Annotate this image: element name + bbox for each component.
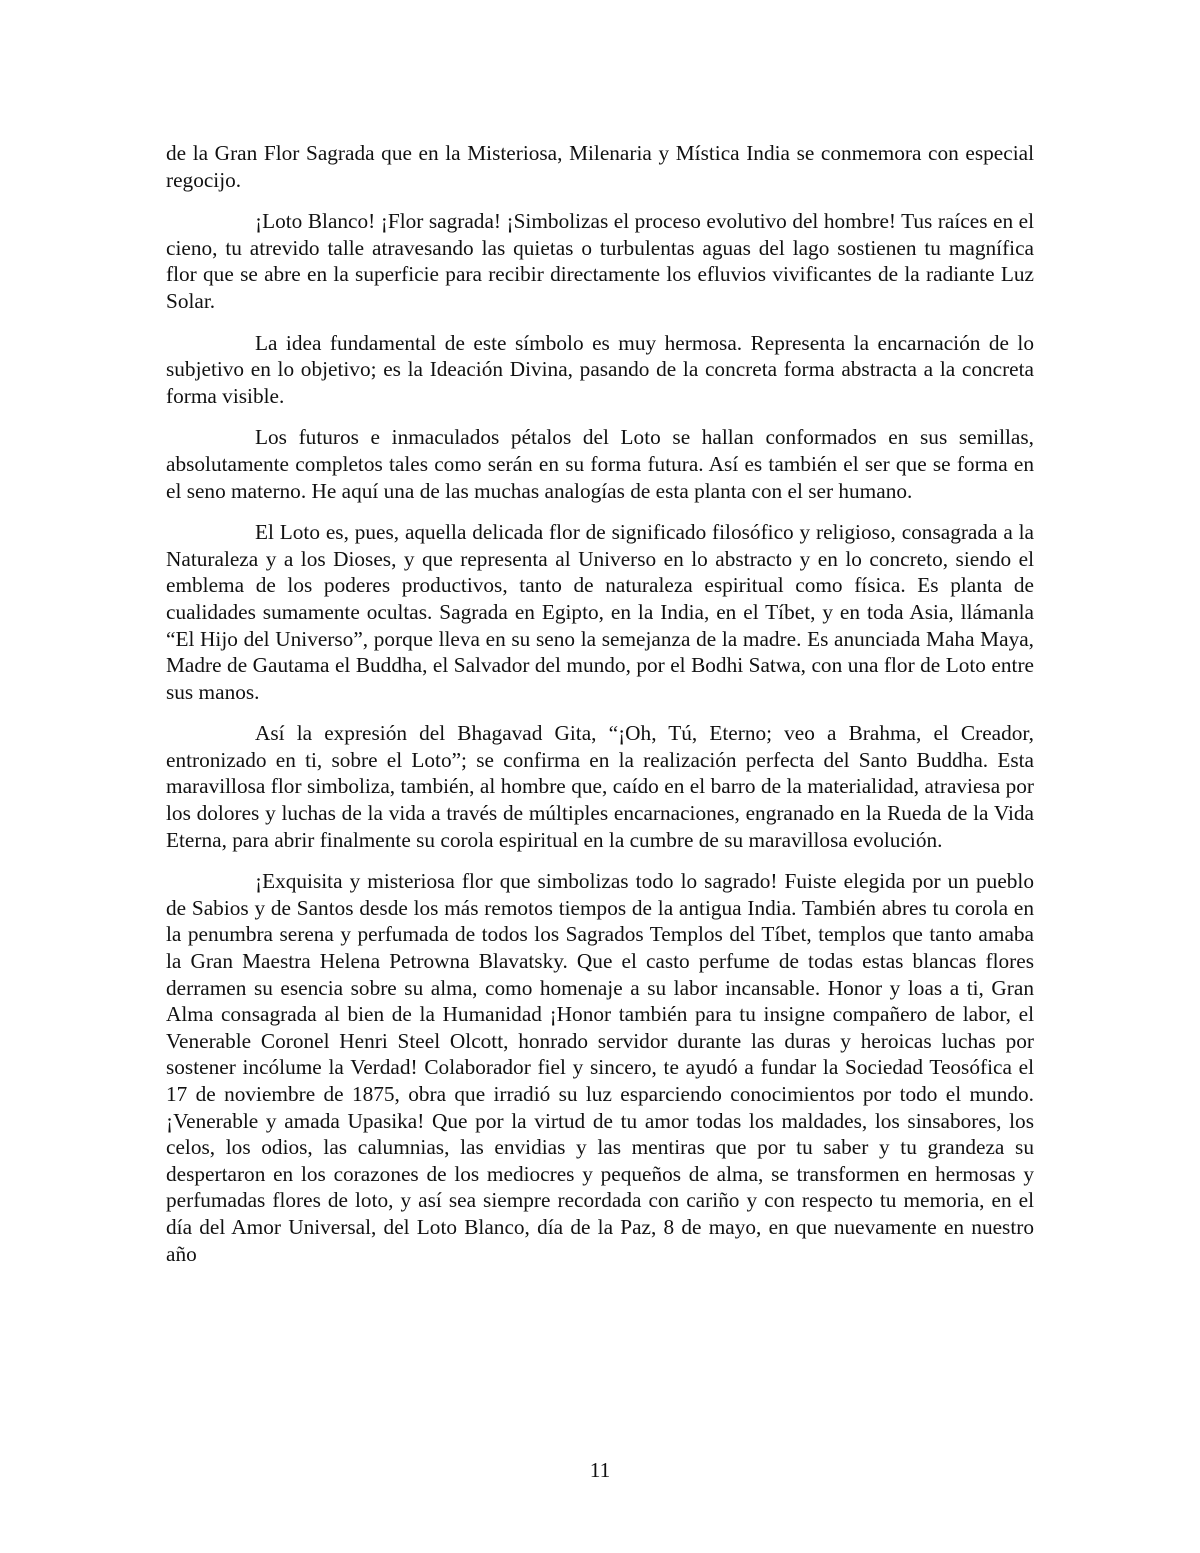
page-number: 11 bbox=[589, 1458, 611, 1482]
paragraph-3: La idea fundamental de este símbolo es muy hermosa. Representa la encarnación de lo subjetivo en lo objetivo; es la Ideación Divina, pasando de la concreta forma abstracta a la concreta forma visible. bbox=[166, 330, 1034, 408]
paragraph-1: de la Gran Flor Sagrada que en la Misteriosa, Milenaria y Mística India se conmemora con especial regocijo. bbox=[166, 141, 1034, 192]
paragraph-5: El Loto es, pues, aquella delicada flor de significado filosófico y religioso, consagrada a la Naturaleza y a los Dioses, y que representa al Universo en lo abstracto y en lo concreto, siendo el emblema de los poderes productivos, tanto de naturaleza espiritual como física. Es planta de cualidades sumamente ocultas. Sagrada en Egipto, en la India, en el Tíbet, y en toda Asia, llámanla “El Hijo del Universo”, porque lleva en su seno la semejanza de la madre. Es anunciada Maha Maya, Madre de Gautama el Buddha, el Salvador del mundo, por el Bodhi Satwa, con una flor de Loto entre sus manos. bbox=[166, 520, 1034, 704]
page-body bbox=[166, 140, 1034, 1282]
paragraph-4: Los futuros e inmaculados pétalos del Loto se hallan conformados en sus semillas, absolutamente completos tales como serán en su forma futura. Así es también el ser que se forma en el seno materno. He aquí una de las muchas analogías de esta planta con el ser humano. bbox=[166, 425, 1034, 503]
paragraph-2: ¡Loto Blanco! ¡Flor sagrada! ¡Simbolizas el proceso evolutivo del hombre! Tus raíces en el cieno, tu atrevido talle atravesando las quietas o turbulentas aguas del lago sostienen tu magnífica flor que se abre en la superficie para recibir directamente los efluvios vivificantes de la radiante Luz Solar. bbox=[166, 209, 1034, 313]
paragraph-7: ¡Exquisita y misteriosa flor que simbolizas todo lo sagrado! Fuiste elegida por un pueblo de Sabios y de Santos desde los más remotos tiempos de la antigua India. También abres tu corola en la penumbra serena y perfumada de todos los Sagrados Templos del Tíbet, templos que tanto amaba la Gran Maestra Helena Petrowna Blavatsky. Que el casto perfume de todas estas blancas flores derramen su esencia sobre su alma, como homenaje a su labor incansable. Honor y loas a ti, Gran Alma consagrada al bien de la Humanidad ¡Honor también para tu insigne compañero de labor, el Venerable Coronel Henri Steel Olcott, honrado servidor durante las duras y heroicas luchas por sostener incólume la Verdad! Colaborador fiel y sincero, te ayudó a fundar la Sociedad Teosófica el 17 de noviembre de 1875, obra que irradió su luz esparciendo conocimientos por todo el mundo. ¡Venerable y amada Upasika! Que por la virtud de tu amor todas los maldades, los sinsabores, los celos, los odios, las calumnias, las envidias y las mentiras que por tu saber y tu grandeza su despertaron en los corazones de los mediocres y pequeños de alma, se transformen en hermosas y perfumadas flores de loto, y así sea siempre recordada con cariño y con respecto tu memoria, en el día del Amor Universal, del Loto Blanco, día de la Paz, 8 de mayo, en que nuevamente en nuestro año bbox=[166, 869, 1034, 1266]
paragraph-6: Así la expresión del Bhagavad Gita, “¡Oh, Tú, Eterno; veo a Brahma, el Creador, entronizado en ti, sobre el Loto”; se confirma en la realización perfecta del Santo Buddha. Esta maravillosa flor simboliza, también, al hombre que, caído en el barro de la materialidad, atraviesa por los dolores y luchas de la vida a través de múltiples encarnaciones, engranado en la Rueda de la Vida Eterna, para abrir finalmente su corola espiritual en la cumbre de su maravillosa evolución. bbox=[166, 721, 1034, 852]
